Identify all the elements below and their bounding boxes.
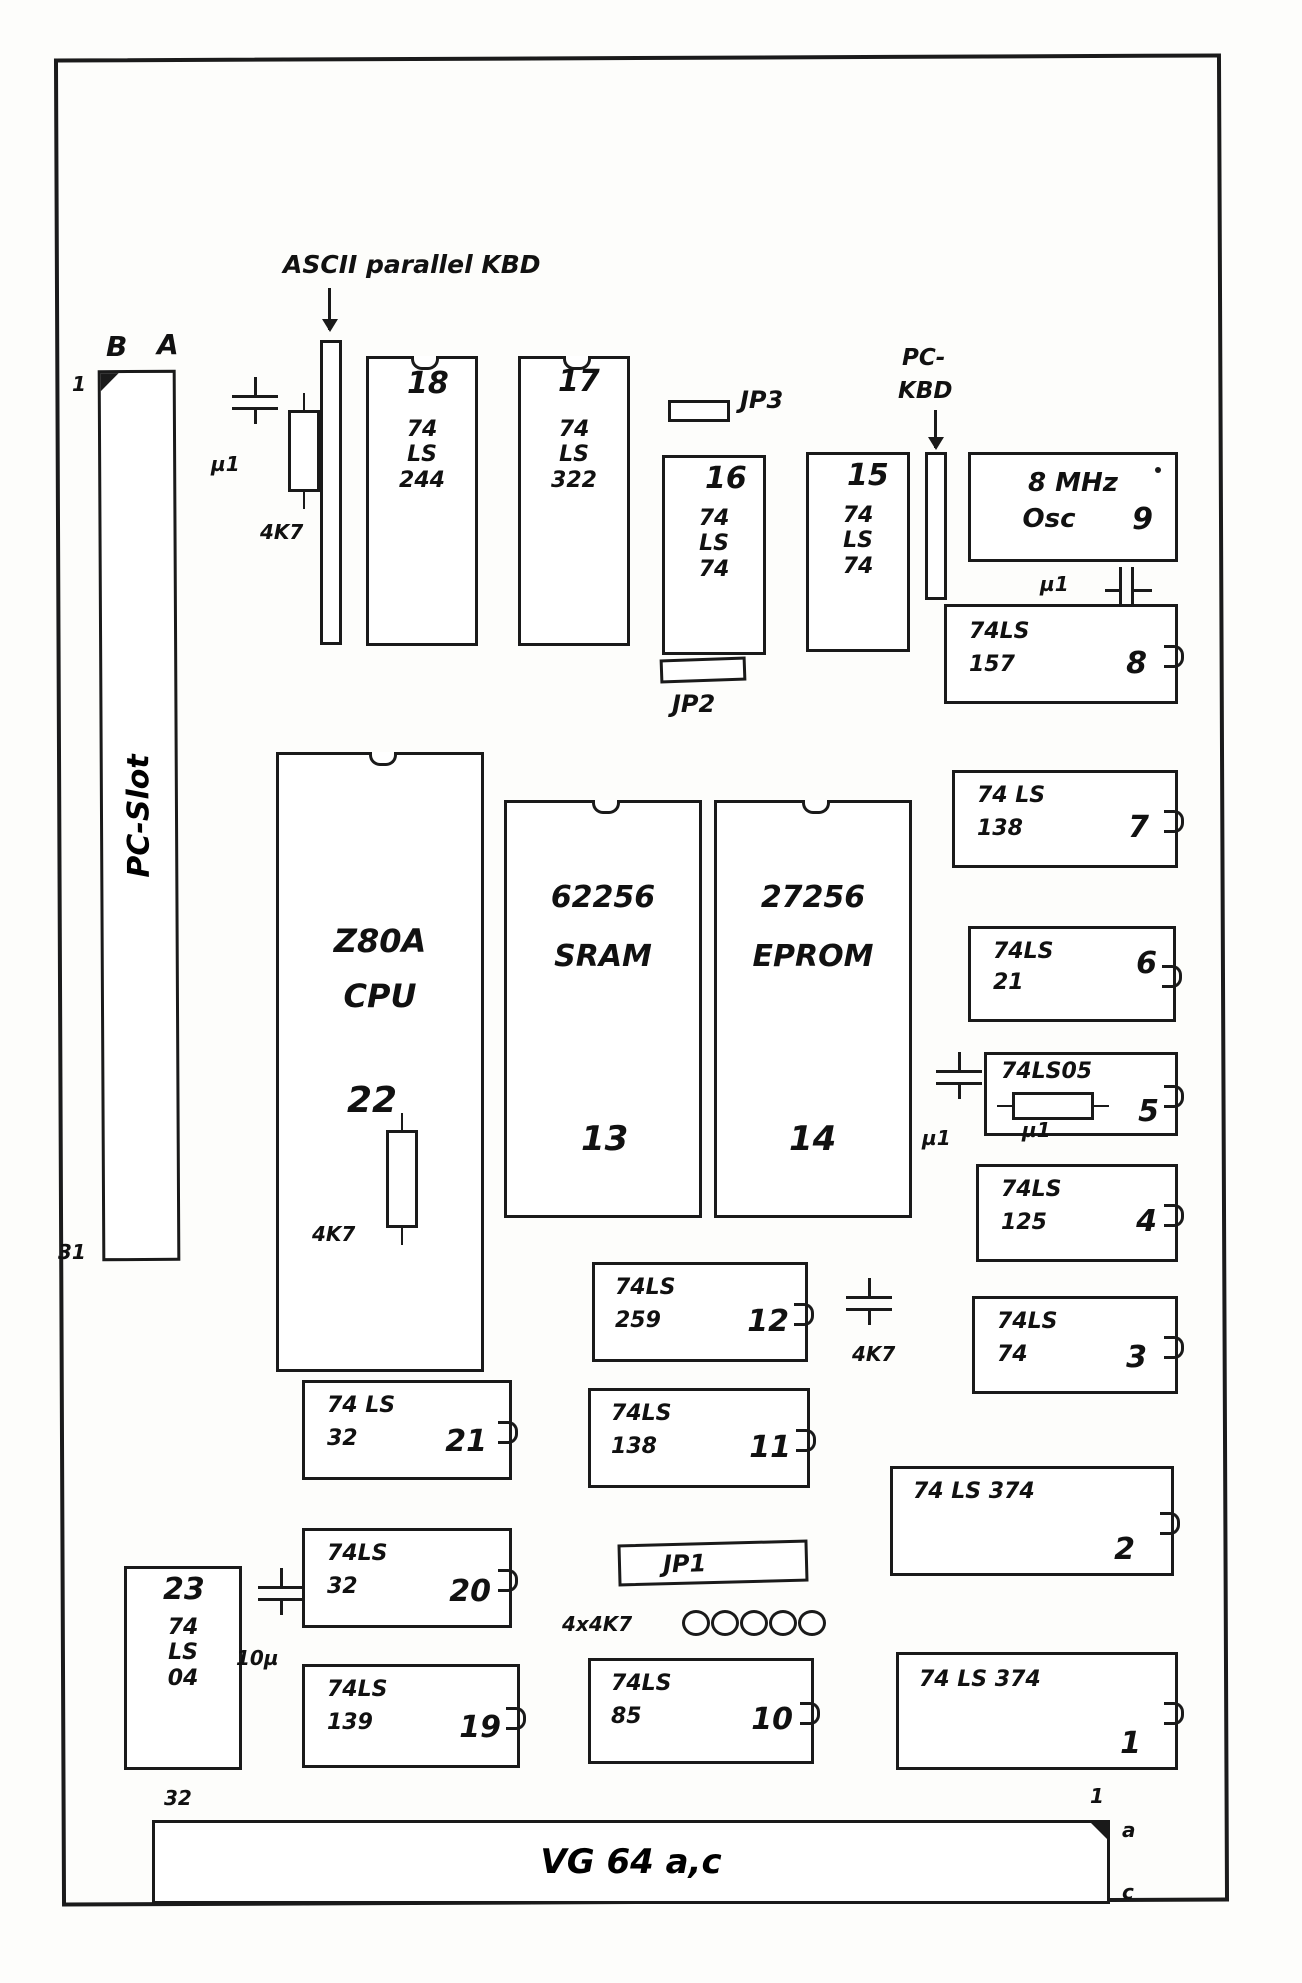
pc-slot-pin1-label: 1 [72, 372, 86, 396]
chip-17-line1: 74 [558, 417, 590, 442]
pc-kbd-label-line2: KBD [898, 378, 953, 404]
chip-10-74ls85[interactable] [588, 1658, 814, 1764]
chip-21-line2: 32 [327, 1426, 358, 1452]
capacitor-u1-kbd [232, 385, 278, 419]
chip-7-line1: 74 LS [977, 783, 1046, 808]
chip-4-line1: 74LS [1001, 1177, 1062, 1202]
resistor-network-4x4k7 [682, 1610, 826, 1636]
chip-20-74ls32[interactable] [302, 1528, 512, 1628]
chip-3-74ls74[interactable] [972, 1296, 1178, 1394]
pc-slot-label: PC-Slot [121, 753, 157, 878]
chip-2-refdes: 2 [1114, 1531, 1135, 1567]
vg64-row-a-label: a [1122, 1818, 1136, 1842]
chip-18-74ls244[interactable] [366, 356, 478, 646]
chip-3-line2: 74 [997, 1342, 1028, 1368]
chip-13-62256-sram[interactable] [504, 800, 702, 1218]
resistor-4k7-kbd [288, 410, 320, 492]
chip-8-refdes: 8 [1126, 646, 1147, 681]
chip-18-line1: 74 [406, 417, 438, 442]
jumper-jp1-label: JP1 [662, 1549, 707, 1579]
chip-14-27256-eprom[interactable] [714, 800, 912, 1218]
chip-9-oscillator[interactable] [968, 452, 1178, 562]
chip-18-refdes: 18 [407, 366, 449, 401]
vg64-pin1-label: 1 [1090, 1784, 1104, 1808]
chip-15-line2: LS [843, 528, 873, 554]
chip-12-line2: 259 [615, 1308, 661, 1334]
chip-12-74ls259[interactable] [592, 1262, 808, 1362]
pc-slot-row-a-label: A [157, 328, 179, 361]
pc-kbd-arrow-icon [934, 410, 937, 448]
chip-7-refdes: 7 [1128, 810, 1149, 845]
chip-5-line1: 74LS05 [1001, 1059, 1093, 1084]
chip-14-line1: 27256 [760, 880, 866, 915]
jumper-jp3-label: JP3 [740, 386, 784, 414]
chip-13-refdes: 13 [581, 1118, 629, 1159]
resistor-network-label: 4x4K7 [562, 1612, 633, 1636]
resistor-4k7-ic5 [1012, 1092, 1094, 1120]
chip-16-line2: LS [699, 531, 729, 557]
capacitor-u1-kbd-value: µ1 [211, 452, 240, 476]
chip-pin-curl-icon [1160, 1512, 1180, 1535]
vg64-key-notch [1091, 1823, 1107, 1839]
pc-slot-pin31-label: 31 [58, 1240, 86, 1264]
chip-6-refdes: 6 [1136, 946, 1157, 981]
chip-7-line2: 138 [977, 816, 1023, 842]
chip-10-line1: 74LS [611, 1671, 672, 1696]
chip-20-line2: 32 [327, 1574, 358, 1600]
jumper-jp3[interactable] [668, 400, 730, 422]
chip-21-refdes: 21 [445, 1424, 487, 1459]
pc-slot-row-b-label: B [106, 330, 128, 363]
ascii-kbd-pin-header[interactable] [320, 340, 342, 645]
dip-notch-icon [369, 752, 397, 766]
chip-21-74ls32[interactable] [302, 1380, 512, 1480]
ascii-kbd-arrow-icon [328, 288, 331, 330]
chip-23-line3: 04 [167, 1665, 199, 1691]
chip-19-refdes: 19 [459, 1710, 501, 1745]
vg64-connector [152, 1820, 1110, 1904]
chip-9-line2: Osc [1022, 503, 1076, 534]
chip-11-refdes: 11 [749, 1430, 791, 1465]
capacitor-u1-ic5 [936, 1060, 982, 1094]
capacitor-10u-ic23-value: 10µ [236, 1646, 279, 1670]
chip-22-refdes: 22 [347, 1079, 398, 1121]
chip-10-refdes: 10 [751, 1702, 793, 1737]
pc-slot-key-notch [101, 373, 119, 391]
chip-13-line1: 62256 [550, 880, 656, 915]
chip-pin-curl-icon [1164, 1702, 1184, 1725]
resistor-4k7-ic5-value: µ1 [1022, 1118, 1051, 1142]
chip-17-line2: LS [559, 442, 589, 468]
chip-19-line1: 74LS [327, 1677, 388, 1702]
chip-11-line2: 138 [611, 1434, 657, 1460]
chip-5-refdes: 5 [1138, 1094, 1159, 1129]
chip-1-line1: 74 LS 374 [919, 1667, 1041, 1692]
chip-7-74ls138[interactable] [952, 770, 1178, 868]
chip-22-line1: Z80A [333, 922, 427, 960]
chip-15-line3: 74 [842, 553, 874, 579]
chip-6-line2: 21 [993, 970, 1024, 996]
chip-4-74ls125[interactable] [976, 1164, 1178, 1262]
chip-9-refdes: 9 [1132, 502, 1153, 537]
chip-17-refdes: 17 [558, 364, 600, 399]
chip-19-line2: 139 [327, 1710, 373, 1736]
chip-18-line3: 244 [399, 467, 445, 493]
chip-8-74ls157[interactable] [944, 604, 1178, 704]
chip-11-74ls138[interactable] [588, 1388, 810, 1488]
chip-13-line2: SRAM [554, 938, 652, 974]
oscillator-pin1-dot [1155, 467, 1161, 473]
chip-6-line1: 74LS [993, 939, 1054, 964]
chip-pin-curl-icon [1164, 1085, 1184, 1108]
chip-12-line1: 74LS [615, 1275, 676, 1300]
chip-17-74ls322[interactable] [518, 356, 630, 646]
chip-8-line1: 74LS [969, 619, 1030, 644]
capacitor-u1-ic5-value: µ1 [922, 1126, 951, 1150]
chip-3-line1: 74LS [997, 1309, 1058, 1334]
resistor-4k7-cpu [386, 1130, 418, 1228]
chip-8-line2: 157 [969, 652, 1015, 678]
chip-1-refdes: 1 [1120, 1725, 1141, 1761]
chip-14-refdes: 14 [789, 1118, 837, 1159]
chip-3-refdes: 3 [1126, 1340, 1147, 1375]
ascii-kbd-header-label: ASCII parallel KBD [283, 250, 541, 279]
chip-14-line2: EPROM [752, 938, 874, 974]
jumper-jp1[interactable] [617, 1540, 808, 1587]
capacitor-u1-osc-value: µ1 [1040, 572, 1069, 596]
jumper-jp2[interactable] [660, 657, 747, 684]
dip-notch-icon [802, 800, 830, 814]
chip-9-line1: 8 MHz [1028, 468, 1118, 498]
chip-16-74ls74[interactable] [662, 455, 766, 655]
capacitor-u1-ic12-value: 4K7 [852, 1342, 896, 1366]
chip-23-line1: 74 [167, 1615, 199, 1640]
chip-4-refdes: 4 [1136, 1204, 1157, 1239]
chip-11-line1: 74LS [611, 1401, 672, 1426]
chip-17-line3: 322 [551, 467, 597, 493]
resistor-4k7-kbd-value: 4K7 [260, 520, 304, 544]
chip-22-line2: CPU [343, 976, 417, 1015]
chip-15-refdes: 15 [847, 458, 889, 493]
capacitor-10u-ic23 [258, 1576, 304, 1610]
chip-16-line1: 74 [698, 506, 730, 531]
chip-1-74ls374[interactable] [896, 1652, 1178, 1770]
chip-21-line1: 74 LS [327, 1393, 396, 1418]
chip-23-refdes: 23 [163, 1572, 205, 1607]
chip-16-refdes: 16 [705, 461, 747, 496]
chip-2-74ls374[interactable] [890, 1466, 1174, 1576]
vg64-label: VG 64 a,c [540, 1842, 722, 1882]
dip-notch-icon [592, 800, 620, 814]
chip-15-74ls74[interactable] [806, 452, 910, 652]
jumper-jp2-label: JP2 [672, 690, 716, 718]
chip-4-line2: 125 [1001, 1210, 1047, 1236]
chip-2-line1: 74 LS 374 [913, 1479, 1035, 1504]
chip-22-z80a-cpu[interactable] [276, 752, 484, 1372]
chip-20-refdes: 20 [449, 1574, 491, 1609]
pc-slot-connector [98, 370, 181, 1261]
chip-15-line1: 74 [842, 503, 874, 528]
pc-kbd-label-line1: PC- [902, 345, 946, 371]
chip-10-line2: 85 [611, 1704, 642, 1730]
chip-16-line3: 74 [698, 556, 730, 582]
chip-19-74ls139[interactable] [302, 1664, 520, 1768]
chip-23-line2: LS [168, 1640, 198, 1666]
capacitor-u1-ic12 [846, 1286, 892, 1320]
chip-6-74ls21[interactable] [968, 926, 1176, 1022]
chip-23-74ls04[interactable] [124, 1566, 242, 1770]
chip-20-line1: 74LS [327, 1541, 388, 1566]
chip-12-refdes: 12 [747, 1304, 789, 1339]
resistor-4k7-cpu-value: 4K7 [312, 1222, 356, 1246]
chip-18-line2: LS [407, 442, 437, 468]
vg64-pin32-label: 32 [164, 1786, 192, 1810]
vg64-row-c-label: c [1122, 1880, 1134, 1904]
pc-kbd-pin-header[interactable] [925, 452, 947, 600]
